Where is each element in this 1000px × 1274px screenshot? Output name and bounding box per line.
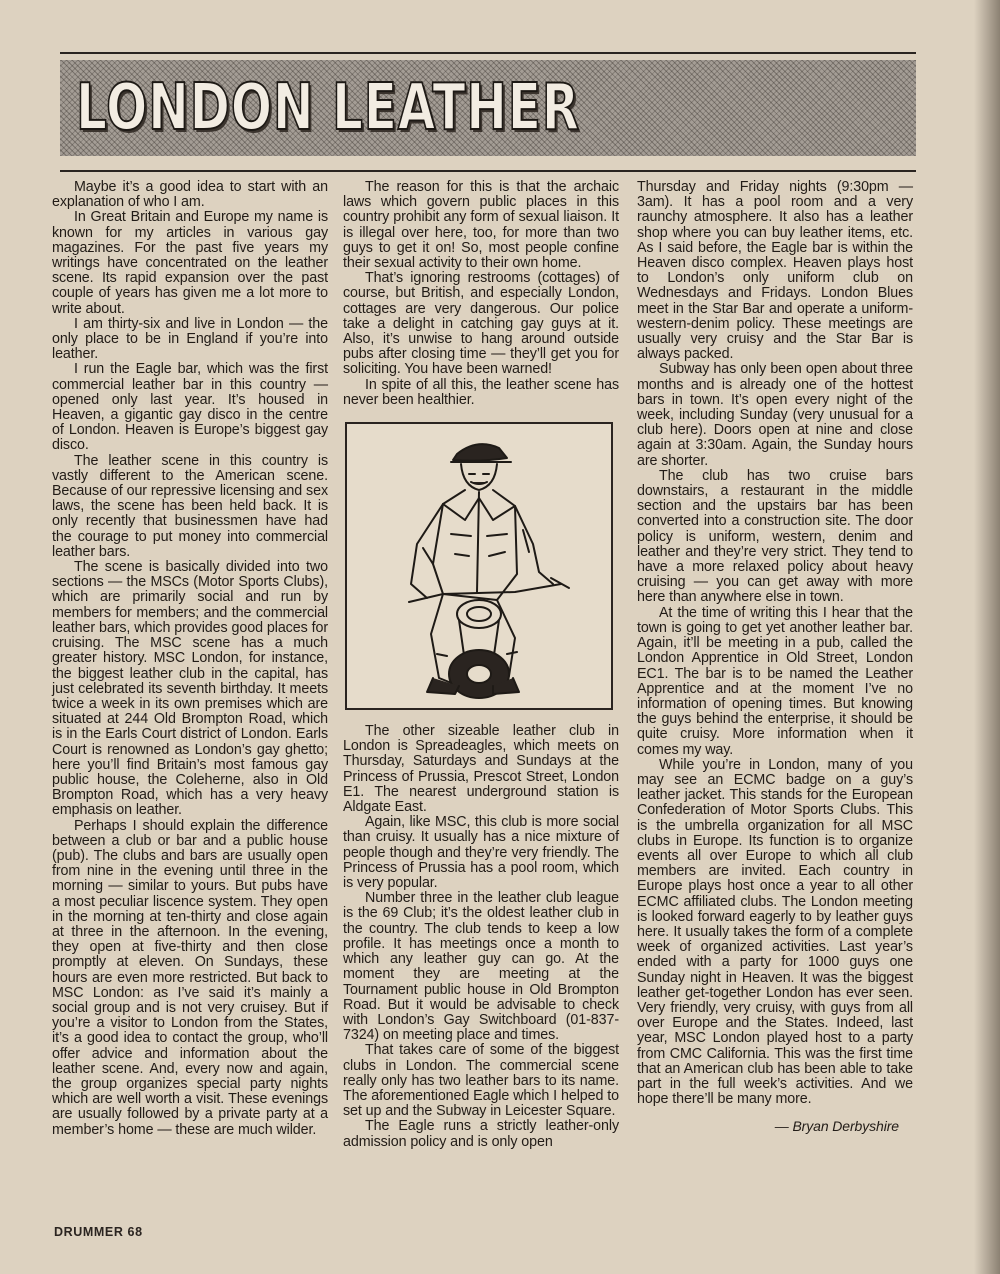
header-top-rule — [60, 52, 916, 54]
page-edge-shadow — [974, 0, 1000, 1274]
article-column-3 — [637, 180, 913, 1135]
paragraph: In spite of all this, the leather scene has never been healthier. — [343, 376, 619, 408]
page-title: LONDON LEATHER — [76, 71, 580, 145]
header-bottom-rule — [60, 170, 916, 172]
paragraph: Thursday and Friday nights (9:30pm — 3am). It has a pool room and a very raunchy atmosphere. It also has a leather shop where you can buy leather items, etc. As I said before, the Eagle bar is within the Heaven disco complex. Heaven plays host to London’s only uniform club on Wednesdays and Fridays. London Blues meet in the Star Bar and operate a uniform-western-denim policy. These meetings are usually very cruisy and the Star Bar is always packed. — [637, 179, 913, 363]
paragraph: While you’re in London, many of you may see an ECMC badge on a guy’s leather jacket. This stands for the European Confederation of Motor Sports Clubs. This is the umbrella organization for all MSC clubs in Europe. Its function is to organize events all over Europe to which all club members are invited. Each country in Europe plays host once a year to all other ECMC affiliated clubs. The London meeting is looked forward eagerly to by leather guys here. It usually takes the form of a complete week of organized activities. Last year’s ended with a party for 1000 guys one Sunday night in Heaven. It was the biggest leather get-together London has ever seen. Very friendly, very cruisy, with guys from all over Europe and the States. Indeed, last year, MSC London played host to a party from CMC California. This was the first time that an American club has been able to take part in the full week’s activities. And we hope there’ll be many more. — [637, 756, 913, 1108]
paragraph: The leather scene in this country is vastly different to the American scene. Because of our repressive licensing and sex laws, the scene has been held back. It is only recently that businessmen have had the courage to put money into commercial leather bars. — [52, 452, 328, 560]
paragraph: I run the Eagle bar, which was the first commercial leather bar in this country — opened only last year. It’s housed in Heaven, a gigantic gay disco in the centre of London. Heaven is Europe’s biggest gay disco. — [52, 361, 328, 454]
paragraph: Again, like MSC, this club is more social than cruisy. It usually has a nice mixture of people though and they’re very friendly. The Princess of Prussia has a pool room, which is very popular. — [343, 814, 619, 892]
paragraph: At the time of writing this I hear that the town is going to get yet another leather bar. Again, it’ll be meeting in a pub, called the London Apprentice in Old Street, London EC1. The bar is to be named the Leather Apprentice and at the moment I’ve no information of opening times. But knowing the guys behind the enterprise, it should be quite cruisy. More information when it comes my way. — [637, 604, 913, 758]
paragraph: That takes care of some of the biggest clubs in London. The commercial scene really only has two leather bars to its name. The aforementioned Eagle which I helped to set up and the Subway in Leicester Square. — [343, 1042, 619, 1120]
paragraph: The club has two cruise bars downstairs, a restaurant in the middle section and the upstairs bar has been converted into a construction site. The door policy is uniform, western, denim and leather and they’re very strict. They tend to have a more relaxed policy about heavy cruising — you can get away with more here than anywhere else in town. — [637, 467, 913, 606]
paragraph: That’s ignoring restrooms (cottages) of course, but British, and especially London, cottages are very dangerous. Our police take a delight in catching gay guys at it. Also, it’s unwise to hang around outside pubs after closing time — they’ll get you for soliciting. You have been warned! — [343, 270, 619, 378]
paragraph: The reason for this is that the archaic laws which govern public places in this country prohibit any form of sexual liaison. It is illegal over here, too, for more than two guys to get it on! So, most people confine their sexual activity to their own home. — [343, 179, 619, 272]
motorcyclist-drawing — [347, 424, 611, 708]
paragraph: The other sizeable leather club in London is Spreadeagles, which meets on Thursday, Saturdays and Sundays at the Princess of Prussia, Prescot Street, London E1. The nearest underground station is Aldgate East. — [343, 723, 619, 816]
article-column-1 — [52, 180, 328, 1138]
paragraph: The Eagle runs a strictly leather-only admission policy and is only open — [343, 1118, 619, 1150]
paragraph: Maybe it’s a good idea to start with an explanation of who I am. — [52, 179, 328, 211]
article-column-2 — [343, 180, 619, 1150]
page-footer-label: DRUMMER 68 — [54, 1225, 143, 1239]
paragraph: Perhaps I should explain the difference between a club or bar and a public house (pub). The clubs and bars are usually open from nine in the evening until three in the morning — similar to yours. But pubs have a most peculiar liscence system. They open in the morning at ten-thirty and close again at three in the afternoon. In the evening, they open at five-thirty and then close promptly at eleven. On Sundays, these hours are even more restricted. But back to MSC London: as I’ve said it’s mainly a social group and is not very cruisey. But if you’re a visitor to London from the States, it’s a good idea to contact the group, who’ll offer advice and information about the leather scene. And, every now and again, the group organizes special party nights which are well worth a visit. These evenings are usually followed by a private party at a member’s home — these are much wilder. — [52, 817, 328, 1138]
paragraph: I am thirty-six and live in London — the only place to be in England if you’re into leather. — [52, 315, 328, 363]
paragraph: In Great Britain and Europe my name is known for my articles in various gay magazines. For the past five years my writings have concentrated on the leather scene. Its rapid expansion over the past couple of years has given me a lot more to write about. — [52, 209, 328, 317]
paragraph: Subway has only been open about three months and is already one of the hottest bars in town. It’s open every night of the week, including Sunday (very unusual for a club here). Doors open at nine and close again at 3:30am. Again, the Sunday hours are shorter. — [637, 361, 913, 469]
author-byline: — Bryan Derbyshire — [774, 1118, 899, 1135]
motorcyclist-illustration-icon — [345, 422, 613, 710]
paragraph: The scene is basically divided into two sections — the MSCs (Motor Sports Clubs), which are primarily social and run by members for members; and the commercial leather bars, which provides good places for cruising. The MSC scene has a much greater history. MSC London, for instance, the biggest leather club in the capital, has just celebrated its seventh birthday. It meets twice a week in its own premises which are situated at 244 Old Brompton Road, which is in the Earls Court district of London. Earls Court is renowned as London’s gay ghetto; here you’ll find Britain’s most famous gay public house, the Coleherne, also in Old Brompton Road, which has a very heavy emphasis on leather. — [52, 559, 328, 819]
paragraph: Number three in the leather club league is the 69 Club; it’s the oldest leather club in the country. The club tends to keep a low profile. It has meetings once a month to which any leather guy can go. At the moment they are meeting at the Tournament public house in Old Brompton Road. But it would be advisable to check with London’s Gay Switchboard (01-837-7324) on meeting place and times. — [343, 890, 619, 1044]
